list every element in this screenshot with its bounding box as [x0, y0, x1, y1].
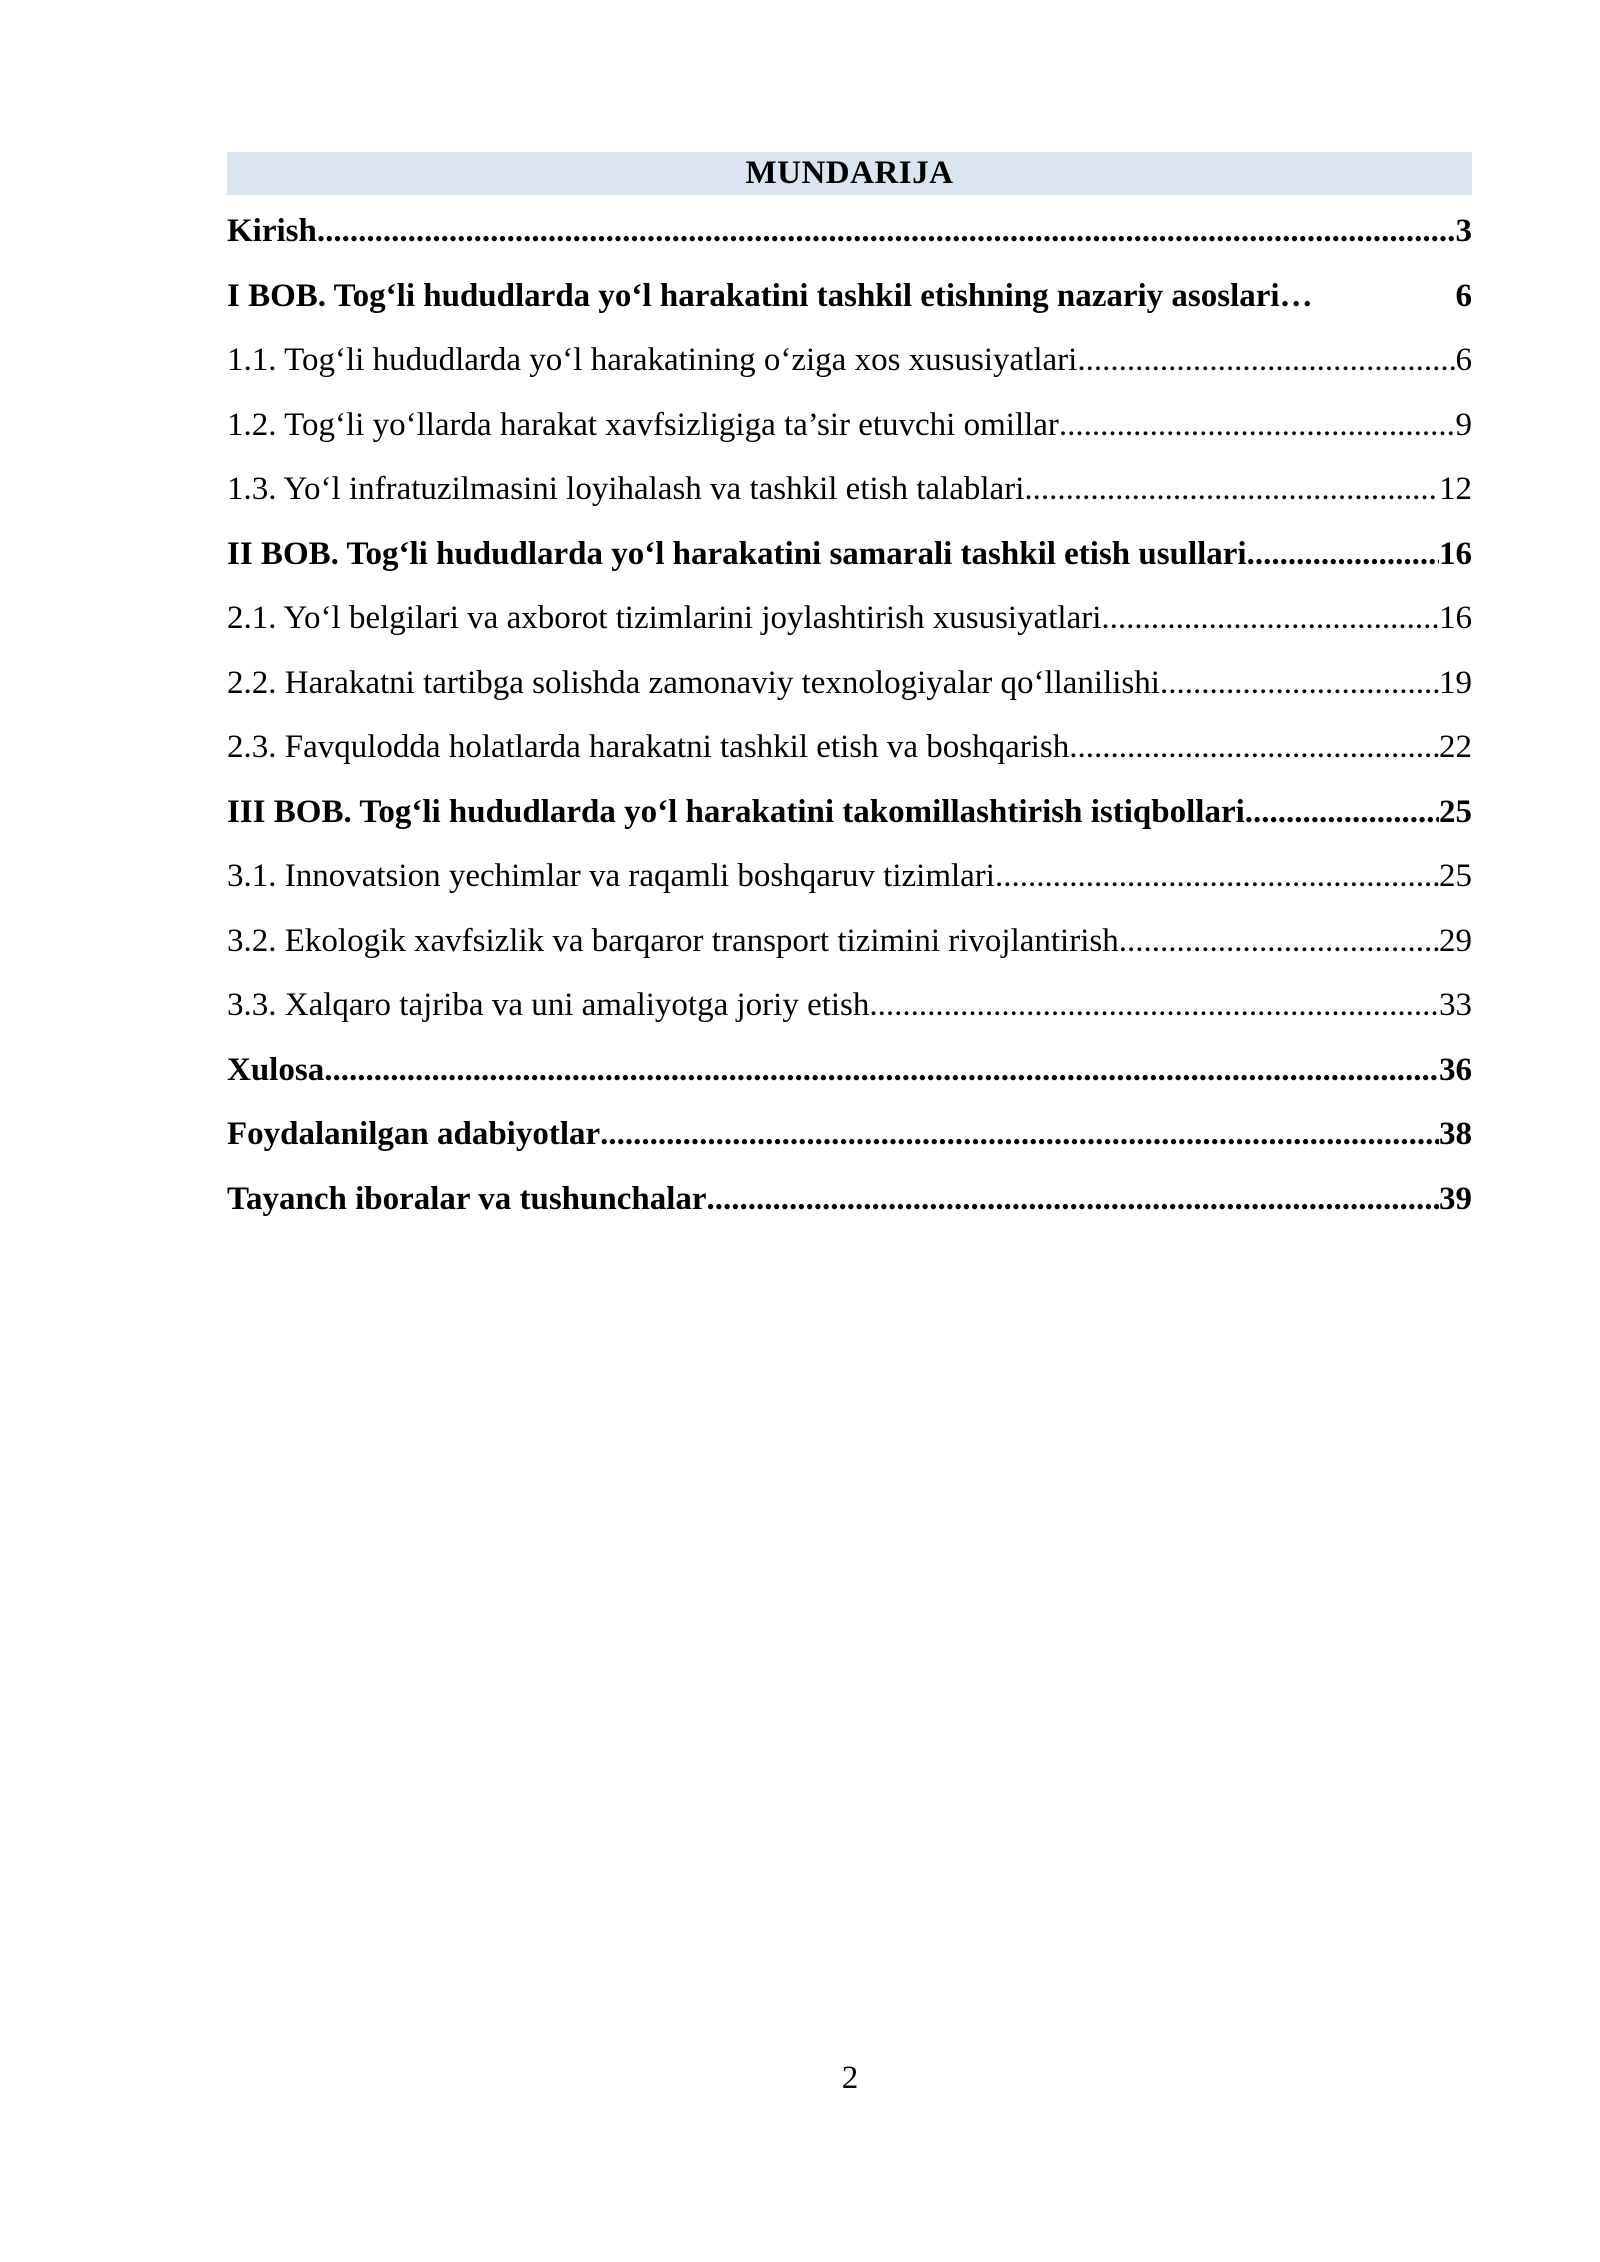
dot-leader: [1069, 715, 1439, 780]
toc-entry-page: 16: [1439, 535, 1472, 572]
toc-entry-chapter-3[interactable]: [227, 780, 1472, 845]
toc-entry-label: 3.2. Ekologik xavfsizlik va barqaror transport tizimini rivojlantirish: [227, 922, 1119, 959]
toc-entry-3-3[interactable]: [227, 973, 1472, 1038]
toc-entry-page: 36: [1439, 1051, 1472, 1088]
toc-entry-tayanch-iboralar[interactable]: [227, 1167, 1472, 1232]
toc-entry-label: 1.1. Tog‘li hududlarda yo‘l harakatining o‘ziga xos xususiyatlari: [227, 342, 1078, 378]
toc-entry-page: 29: [1439, 922, 1472, 959]
toc-entry-page: 33: [1439, 987, 1472, 1023]
toc-entry-label: 3.3. Xalqaro tajriba va uni amaliyotga joriy etish: [227, 987, 870, 1023]
toc-entry-chapter-2[interactable]: [227, 522, 1472, 587]
dot-leader: [324, 1038, 1439, 1103]
toc-entry-page: 6: [1455, 277, 1472, 314]
toc-entry-1-2[interactable]: [227, 393, 1472, 458]
toc-entry-page: 38: [1439, 1116, 1472, 1152]
dot-leader: [1160, 651, 1439, 716]
toc-entry-1-1[interactable]: [227, 328, 1472, 393]
toc-entry-label: 1.3. Yo‘l infratuzilmasini loyihalash va tashkil etish talablari: [227, 471, 1025, 507]
toc-entry-page: 3: [1455, 213, 1472, 249]
toc-entry-label: 1.2. Tog‘li yo‘llarda harakat xavfsizligiga ta’sir etuvchi omillar: [227, 406, 1059, 443]
toc-entry-page: 12: [1439, 471, 1472, 507]
toc-entry-3-1[interactable]: [227, 844, 1472, 909]
toc-entry-label: 3.1. Innovatsion yechimlar va raqamli boshqaruv tizimlari: [227, 858, 995, 894]
toc-entry-chapter-1[interactable]: [227, 264, 1472, 329]
dot-leader: [1119, 909, 1439, 974]
toc-entry-label: Tayanch iboralar va tushunchalar: [227, 1180, 707, 1217]
toc-entry-page: 6: [1455, 342, 1472, 378]
toc-entry-label: Xulosa: [227, 1051, 325, 1088]
dot-leader: [707, 1167, 1439, 1232]
toc-entry-page: 9: [1455, 406, 1472, 443]
dot-leader: [1077, 328, 1455, 393]
page-number: 2: [841, 2060, 859, 2096]
toc-entry-page: 39: [1439, 1180, 1472, 1217]
toc-entry-page: 22: [1439, 729, 1472, 765]
toc-entry-label: 2.2. Harakatni tartibga solishda zamonaviy texnologiyalar qo‘llanilishi: [227, 664, 1160, 701]
dot-leader: [1247, 522, 1439, 587]
toc-entry-1-3[interactable]: [227, 457, 1472, 522]
toc-entry-label: 2.1. Yo‘l belgilari va axborot tizimlarini joylashtirish xususiyatlari: [227, 600, 1102, 636]
dot-leader: [1245, 780, 1439, 845]
toc-entry-page: 25: [1439, 793, 1472, 830]
dot-leader: [995, 844, 1439, 909]
toc-entry-xulosa[interactable]: [227, 1038, 1472, 1103]
toc-entry-label: III BOB. Tog‘li hududlarda yo‘l harakatini takomillashtirish istiqbollari: [227, 793, 1245, 830]
dot-leader: [1059, 393, 1456, 458]
toc-entry-page: 25: [1439, 858, 1472, 894]
toc-entry-kirish[interactable]: [227, 199, 1472, 264]
dot-leader: [317, 199, 1456, 264]
dot-leader: [1101, 586, 1439, 651]
toc-entry-page: 16: [1439, 600, 1472, 636]
table-of-contents: [227, 152, 1472, 1231]
dot-leader: [869, 973, 1439, 1038]
dot-leader: [600, 1102, 1439, 1167]
toc-entry-adabiyotlar[interactable]: [227, 1102, 1472, 1167]
toc-entry-label: Foydalanilgan adabiyotlar: [227, 1116, 601, 1152]
toc-entry-label: II BOB. Tog‘li hududlarda yo‘l harakatini samarali tashkil etish usullari: [227, 535, 1247, 572]
dot-leader: [1024, 457, 1439, 522]
toc-entry-3-2[interactable]: [227, 909, 1472, 974]
toc-heading: MUNDARIJA: [227, 152, 1472, 195]
toc-entry-label: 2.3. Favqulodda holatlarda harakatni tashkil etish va boshqarish: [227, 729, 1070, 765]
toc-entry-2-2[interactable]: [227, 651, 1472, 716]
toc-entry-2-1[interactable]: [227, 586, 1472, 651]
toc-entry-2-3[interactable]: [227, 715, 1472, 780]
toc-entry-label: Kirish: [227, 213, 317, 249]
toc-entry-label: I BOB. Tog‘li hududlarda yo‘l harakatini tashkil etishning nazariy asoslari…: [227, 277, 1313, 314]
toc-entry-page: 19: [1439, 664, 1472, 701]
